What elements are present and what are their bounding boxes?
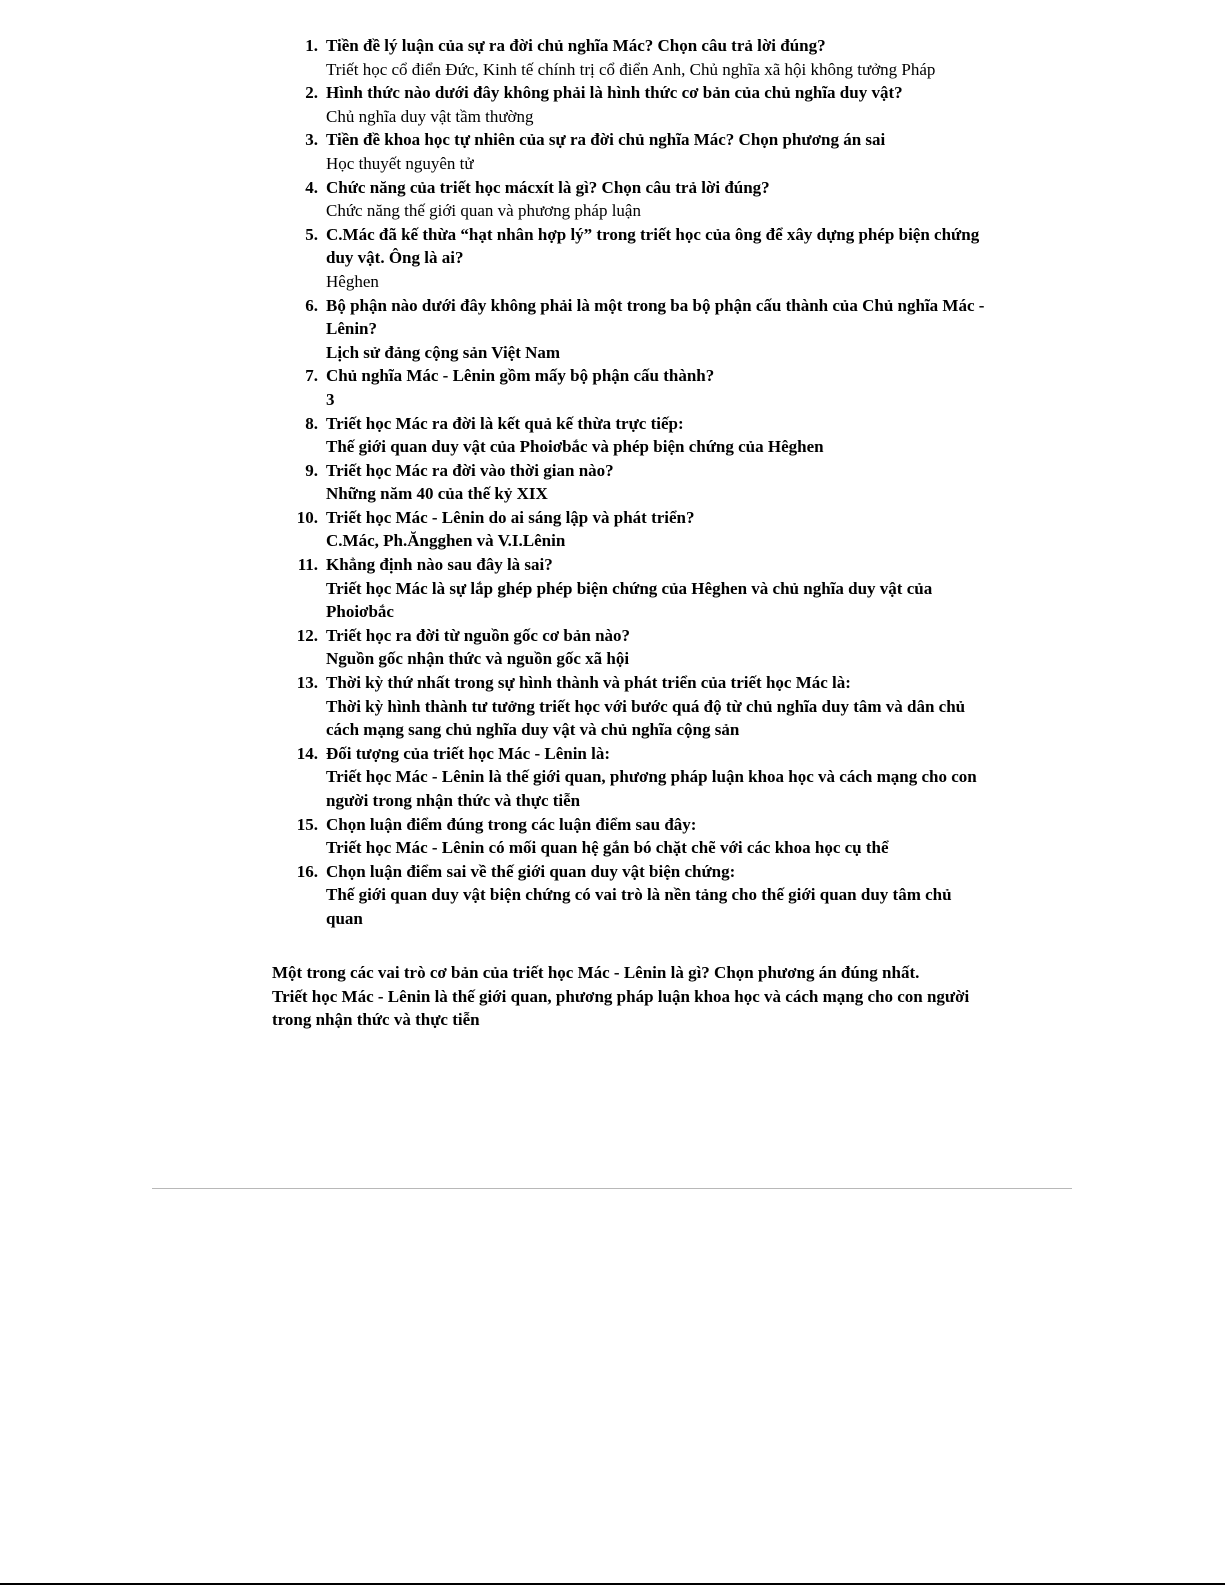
answer-text: Chủ nghĩa duy vật tầm thường bbox=[326, 106, 534, 126]
item-number: 14. bbox=[296, 743, 318, 763]
list-item bbox=[272, 34, 992, 81]
answer-text: Triết học Mác là sự lắp ghép phép biện chứng của Hêghen và chủ nghĩa duy vật của Phoiơbắc bbox=[326, 578, 933, 622]
item-number: 5. bbox=[305, 224, 318, 244]
question-text: Thời kỳ thứ nhất trong sự hình thành và phát triển của triết học Mác là: bbox=[326, 673, 851, 693]
item-number: 13. bbox=[296, 673, 318, 693]
answer-text: Lịch sử đảng cộng sản Việt Nam bbox=[326, 342, 561, 362]
answer-text: Những năm 40 của thế kỷ XIX bbox=[326, 484, 548, 504]
question-text: Chọn luận điểm sai về thế giới quan duy vật biện chứng: bbox=[326, 861, 736, 881]
question-text: Tiền đề khoa học tự nhiên của sự ra đời chủ nghĩa Mác? Chọn phương án sai bbox=[326, 130, 886, 150]
answer-text: Thời kỳ hình thành tư tưởng triết học với bước quá độ từ chủ nghĩa duy tâm và dân chủ cách mạng sang chủ nghĩa duy vật và chủ nghĩa cộng sản bbox=[326, 696, 966, 740]
item-number: 11. bbox=[297, 555, 318, 575]
list-item bbox=[272, 459, 992, 506]
list-item bbox=[272, 128, 992, 175]
item-number: 6. bbox=[305, 295, 318, 315]
item-number: 16. bbox=[296, 861, 318, 881]
item-number: 3. bbox=[305, 130, 318, 150]
list-item bbox=[272, 294, 992, 365]
answer-text: Chức năng thế giới quan và phương pháp luận bbox=[326, 201, 641, 221]
item-number: 4. bbox=[305, 177, 318, 197]
item-number: 15. bbox=[296, 814, 318, 834]
answer-text: Thế giới quan duy vật của Phoiơbắc và phép biện chứng của Hêghen bbox=[326, 437, 824, 457]
question-list bbox=[272, 34, 992, 931]
list-item bbox=[272, 553, 992, 624]
question-text: Triết học Mác - Lênin do ai sáng lập và phát triển? bbox=[326, 507, 695, 527]
list-item bbox=[272, 81, 992, 128]
answer-text: 3 bbox=[326, 389, 335, 409]
answer-text: Triết học cổ điển Đức, Kinh tế chính trị cổ điển Anh, Chủ nghĩa xã hội không tưởng Pháp bbox=[326, 59, 936, 79]
list-item bbox=[272, 223, 992, 294]
list-item bbox=[272, 412, 992, 459]
question-text: Khẳng định nào sau đây là sai? bbox=[326, 555, 553, 575]
answer-text: C.Mác, Ph.Ăngghen và V.I.Lênin bbox=[326, 531, 566, 551]
answer-text: Triết học Mác - Lênin có mối quan hệ gắn bó chặt chẽ với các khoa học cụ thể bbox=[326, 838, 889, 858]
trailing-question-block bbox=[272, 961, 972, 1032]
answer-text: Thế giới quan duy vật biện chứng có vai trò là nền tảng cho thế giới quan duy tâm chủ quan bbox=[326, 885, 952, 928]
page-divider bbox=[152, 1188, 1072, 1189]
item-number: 7. bbox=[305, 366, 318, 386]
answer-text: Nguồn gốc nhận thức và nguồn gốc xã hội bbox=[326, 649, 630, 669]
question-text: Chọn luận điểm đúng trong các luận điểm sau đây: bbox=[326, 814, 697, 834]
question-text: Đối tượng của triết học Mác - Lênin là: bbox=[326, 743, 611, 763]
item-number: 8. bbox=[305, 413, 318, 433]
list-item bbox=[272, 176, 992, 223]
answer-text: Hêghen bbox=[326, 271, 379, 291]
question-text: Tiền đề lý luận của sự ra đời chủ nghĩa Mác? Chọn câu trả lời đúng? bbox=[326, 36, 826, 55]
item-number: 9. bbox=[305, 460, 318, 480]
question-text: C.Mác đã kế thừa “hạt nhân hợp lý” trong triết học của ông để xây dựng phép biện chứng duy vật. Ông là ai? bbox=[326, 224, 980, 268]
answer-text: Học thuyết nguyên tử bbox=[326, 153, 474, 173]
list-item bbox=[272, 671, 992, 742]
question-text: Hình thức nào dưới đây không phải là hình thức cơ bản của chủ nghĩa duy vật? bbox=[326, 83, 903, 103]
item-number: 2. bbox=[305, 83, 318, 103]
question-text: Triết học Mác ra đời vào thời gian nào? bbox=[326, 460, 614, 480]
item-number: 12. bbox=[296, 625, 318, 645]
question-text: Triết học ra đời từ nguồn gốc cơ bản nào? bbox=[326, 625, 631, 645]
trailing-answer: Triết học Mác - Lênin là thế giới quan, phương pháp luận khoa học và cách mạng cho con người trong nhận thức và thực tiễn bbox=[272, 986, 970, 1030]
item-number: 1. bbox=[305, 36, 318, 55]
list-item bbox=[272, 742, 992, 813]
question-text: Chủ nghĩa Mác - Lênin gồm mấy bộ phận cấu thành? bbox=[326, 366, 715, 386]
list-item bbox=[272, 506, 992, 553]
question-text: Chức năng của triết học mácxít là gì? Chọn câu trả lời đúng? bbox=[326, 177, 770, 197]
list-item bbox=[272, 624, 992, 671]
trailing-question: Một trong các vai trò cơ bản của triết học Mác - Lênin là gì? Chọn phương án đúng nhất. bbox=[272, 963, 920, 982]
list-item bbox=[272, 860, 992, 931]
question-text: Triết học Mác ra đời là kết quả kế thừa trực tiếp: bbox=[326, 413, 684, 433]
list-item bbox=[272, 364, 992, 411]
question-text: Bộ phận nào dưới đây không phải là một trong ba bộ phận cấu thành của Chủ nghĩa Mác - Lênin? bbox=[326, 295, 985, 339]
answer-text: Triết học Mác - Lênin là thế giới quan, phương pháp luận khoa học và cách mạng cho con người trong nhận thức và thực tiễn bbox=[326, 767, 977, 810]
list-item bbox=[272, 813, 992, 860]
item-number: 10. bbox=[296, 507, 318, 527]
